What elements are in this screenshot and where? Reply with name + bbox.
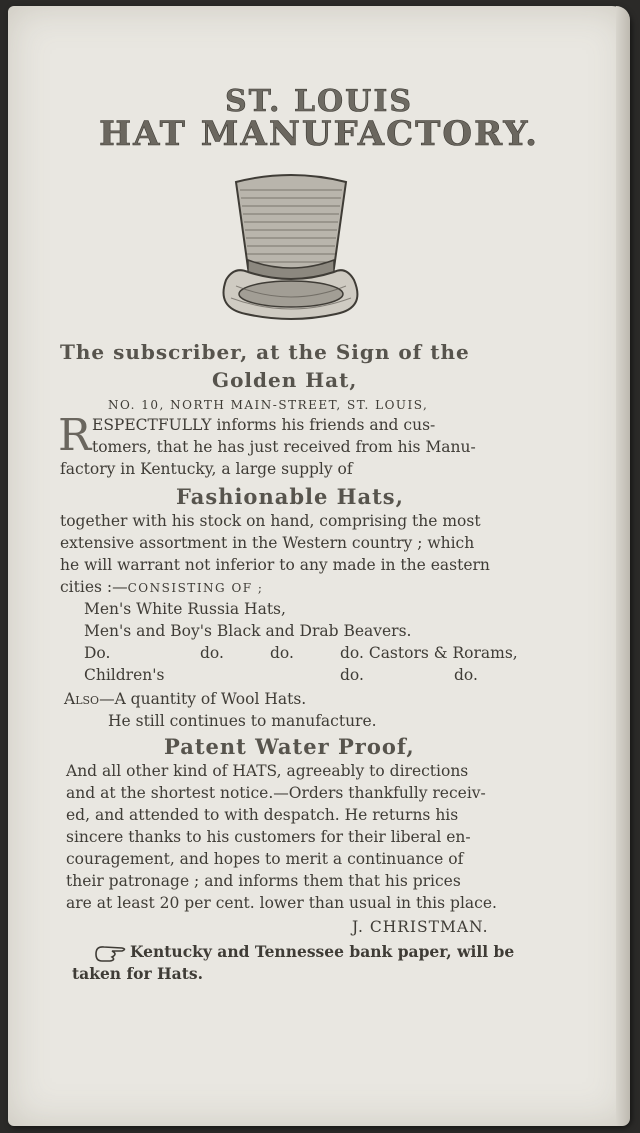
stock-row-3-col-3: do.: [270, 644, 294, 662]
document-page: [8, 6, 630, 1126]
also-line: [64, 690, 306, 708]
drop-cap: R: [58, 410, 92, 461]
stock-row-4-col-2: do.: [340, 666, 364, 684]
paragraph3-line-2: and at the shortest notice.—Orders thankfully receiv-: [66, 784, 486, 802]
intro-line-2: Golden Hat,: [212, 368, 358, 392]
stock-row-3-col-2: do.: [200, 644, 224, 662]
pointing-hand-icon: [92, 942, 132, 966]
paragraph3-line-6: their patronage ; and informs them that his prices: [66, 872, 461, 890]
cities-text: cities :—: [60, 578, 128, 596]
heading-line-1: ST. LOUIS: [224, 84, 414, 119]
stock-row-3-col-1: Do.: [84, 644, 111, 662]
paragraph2-line-4: [60, 578, 263, 596]
manufacture-line: He still continues to manufacture.: [108, 712, 377, 730]
signature: J. CHRISTMAN.: [352, 918, 489, 936]
stock-row-4-col-3: do.: [454, 666, 478, 684]
paragraph3-line-4: sincere thanks to his customers for their liberal en-: [66, 828, 471, 846]
paragraph2-line-1: together with his stock on hand, comprising the most: [60, 512, 481, 530]
paragraph1-line-1: ESPECTFULLY informs his friends and cus-: [92, 416, 436, 434]
stock-row-2: Men's and Boy's Black and Drab Beavers.: [84, 622, 412, 640]
paragraph2-line-3: he will warrant not inferior to any made in the eastern: [60, 556, 490, 574]
heading-line-2: HAT MANUFACTORY.: [99, 114, 539, 154]
also-text: —A quantity of Wool Hats.: [99, 690, 307, 708]
paragraph1-line-3: factory in Kentucky, a large supply of: [60, 460, 353, 478]
address-line: NO. 10, NORTH MAIN-STREET, ST. LOUIS,: [108, 398, 429, 412]
paragraph3-line-7: are at least 20 per cent. lower than usual in this place.: [66, 894, 497, 912]
feature-fashionable-hats: Fashionable Hats,: [176, 484, 404, 509]
feature-patent-water-proof: Patent Water Proof,: [164, 734, 415, 759]
footnote-line-2: taken for Hats.: [72, 964, 204, 983]
top-hat-illustration: [206, 168, 376, 323]
paragraph3-line-1: And all other kind of HATS, agreeably to directions: [66, 762, 469, 780]
stock-row-1: Men's White Russia Hats,: [84, 600, 286, 618]
footnote-line-1: Kentucky and Tennessee bank paper, will be: [130, 942, 515, 961]
paragraph2-line-2: extensive assortment in the Western country ; which: [60, 534, 475, 552]
stock-row-4-col-1: Children's: [84, 666, 165, 684]
also-label: Also: [64, 690, 100, 708]
intro-line-1: The subscriber, at the Sign of the: [60, 340, 470, 364]
page-edge: [616, 6, 630, 1126]
consisting-of-label: CONSISTING OF ;: [127, 581, 264, 595]
paragraph1-line-2: tomers, that he has just received from his Manu-: [92, 438, 476, 456]
stock-row-3-col-4: do. Castors & Rorams,: [340, 644, 518, 662]
paragraph3-line-5: couragement, and hopes to merit a continuance of: [66, 850, 464, 868]
paragraph3-line-3: ed, and attended to with despatch. He returns his: [66, 806, 459, 824]
